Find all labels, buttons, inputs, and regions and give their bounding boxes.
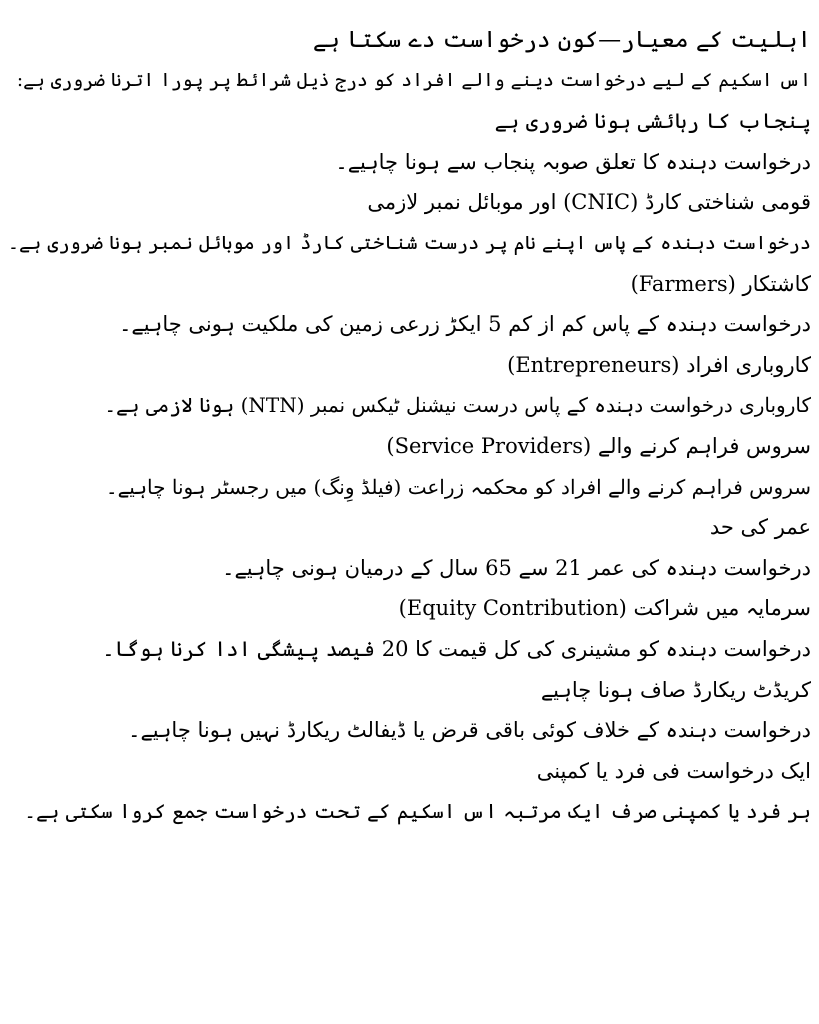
text-entrepreneurs: کاروباری درخواست دہندہ کے پاس درست نیشنل ٹیکس نمبر (NTN) ہونا لازمی ہے۔	[104, 393, 811, 418]
text-credit-record: درخواست دہندہ کے خلاف کوئی باقی قرض یا ڈیفالٹ ریکارڈ نہیں ہونا چاہیے۔	[128, 718, 811, 743]
text-service-providers: سروس فراہم کرنے والے افراد کو محکمہ زراعت (فیلڈ وِنگ) میں رجسٹر ہونا چاہیے۔	[105, 474, 811, 499]
heading-cnic-mobile: قومی شناختی کارڈ (CNIC) اور موبائل نمبر لازمی	[367, 190, 811, 215]
heading-entrepreneurs: کاروباری افراد (Entrepreneurs)	[507, 352, 811, 377]
heading-service-providers: سروس فراہم کرنے والے (Service Providers)	[386, 433, 811, 458]
heading-age-limit: عمر کی حد	[709, 515, 811, 540]
heading-equity-contribution: سرمایہ میں شراکت (Equity Contribution)	[398, 596, 811, 621]
heading-punjab-resident: پنجاب کا رہائشی ہونا ضروری ہے	[494, 109, 811, 134]
text-punjab-resident: درخواست دہندہ کا تعلق صوبہ پنجاب سے ہونا چاہیے۔	[335, 149, 811, 174]
text-age-limit: درخواست دہندہ کی عمر 21 سے 65 سال کے درمیان ہونی چاہیے۔	[222, 555, 811, 580]
heading-credit-record: کریڈٹ ریکارڈ صاف ہونا چاہیے	[540, 677, 811, 702]
heading-farmers: کاشتکار (Farmers)	[630, 271, 811, 296]
section-heading-eligibility: اہلیت کے معیار—کون درخواست دے سکتا ہے	[312, 27, 811, 53]
text-one-application: ہر فرد یا کمپنی صرف ایک مرتبہ اس اسکیم کے تحت درخواست جمع کروا سکتی ہے۔	[24, 799, 811, 824]
heading-one-application: ایک درخواست فی فرد یا کمپنی	[536, 758, 811, 783]
text-farmers: درخواست دہندہ کے پاس کم از کم 5 ایکڑ زرعی زمین کی ملکیت ہونی چاہیے۔	[119, 312, 811, 337]
text-cnic-mobile: درخواست دہندہ کے پاس اپنے نام پر درست شناختی کارڈ اور موبائل نمبر ہونا ضروری ہے۔	[8, 231, 811, 254]
eligibility-intro: اس اسکیم کے لیے درخواست دینے والے افراد کو درج ذیل شرائط پر پورا اترنا ضروری ہے:	[16, 69, 811, 91]
text-equity-contribution: درخواست دہندہ کو مشینری کی کل قیمت کا 20 فیصد پیشگی ادا کرنا ہوگا۔	[102, 636, 811, 661]
